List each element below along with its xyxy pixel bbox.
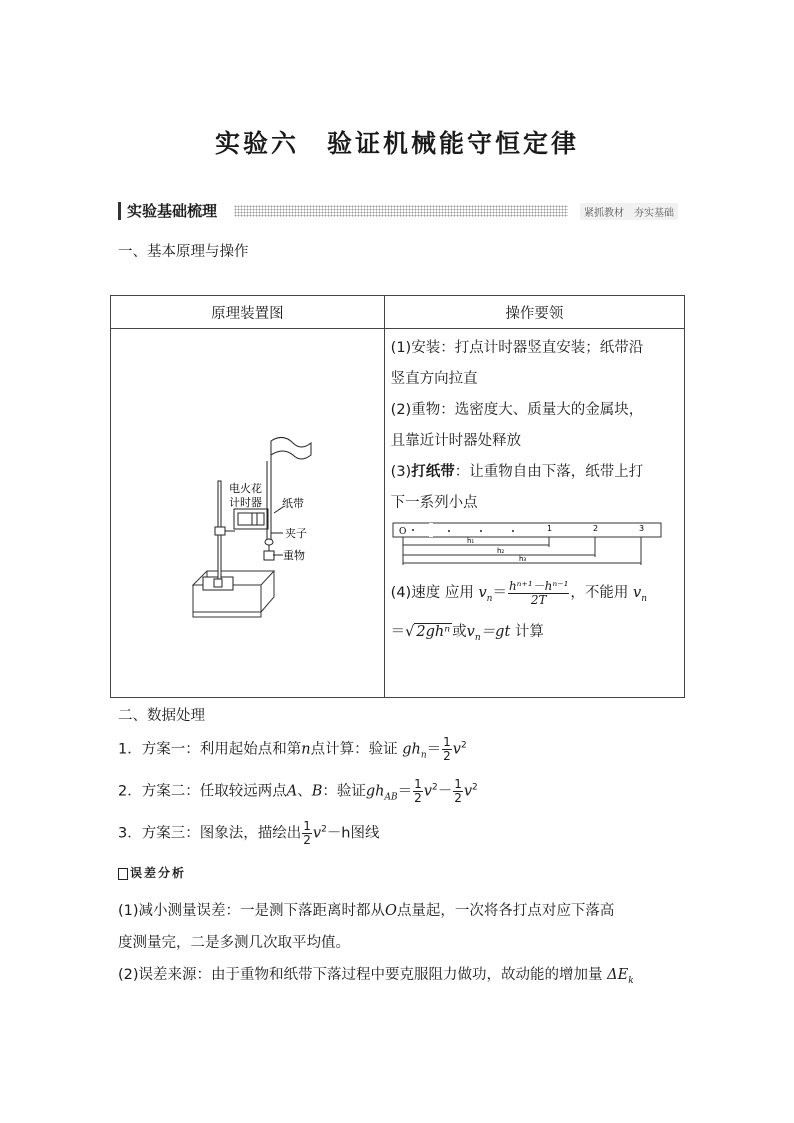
col1-header: 原理装置图 (111, 296, 385, 329)
svg-text:2: 2 (592, 524, 598, 533)
error-heading: 误差分析 (118, 864, 186, 881)
title-part1: 实验六 (214, 129, 299, 158)
apparatus-diagram (111, 329, 397, 695)
svg-text:1: 1 (546, 524, 552, 533)
error-p2: (2)误差来源：由于重物和纸带下落过程中要克服阻力做功，故动能的增加量 $\Delta E_k$ (118, 967, 634, 986)
error-p1-cont: 度测量完，二是多测几次取平均值。 (118, 935, 350, 951)
banner-right: 紧抓教材 夯实基础 (580, 203, 678, 220)
op-item-3-cont: 下一系列小点 (390, 495, 478, 511)
label-timer2: 计时器 (229, 496, 262, 509)
title-part2: 验证机械能守恒定律 (327, 129, 580, 158)
op-item-2: (2)重物：选密度大、质量大的金属块， (390, 402, 644, 418)
label-clip: 夹子 (285, 527, 307, 540)
apparatus-cell (111, 329, 385, 698)
error-heading-icon (118, 868, 128, 880)
op-item-2-cont: 且靠近计时器处释放 (390, 433, 522, 449)
op-item-4: (4)速度 应用 $v_n=$ $\frac{\text{hⁿ⁺¹－hⁿ⁻¹}}{2T}$ ，不能用 $v_n$ (390, 578, 648, 607)
label-timer: 电火花 (229, 482, 262, 495)
op-item-4-cont: ＝√ 2ghⁿ 或$v_n=gt$ 计算 (390, 623, 544, 643)
label-tape: 纸带 (282, 497, 304, 510)
op-item-1: (1)安装：打点计时器竖直安装；纸带沿 (390, 340, 644, 356)
op-item-1-cont: 竖直方向拉直 (390, 371, 478, 387)
data-item-2: 2．方案二：任取较远两点A、B：验证$gh_{AB}=$ $\frac{1}{2}$ $v^2-$ $\frac{1}{2}$ $v^2$ (118, 777, 478, 805)
section1-heading: 一、基本原理与操作 (118, 244, 249, 260)
page-title (0, 124, 794, 160)
banner-dots (234, 205, 568, 217)
svg-text:h₂: h₂ (496, 547, 504, 555)
svg-text:O: O (398, 527, 407, 537)
banner-label: 实验基础梳理 (118, 202, 221, 220)
data-item-1: 1．方案一：利用起始点和第n点计算：验证 $gh_n=$ $\frac{1}{2}$ $v^2$ (118, 735, 467, 763)
svg-text:h₃: h₃ (518, 555, 526, 563)
error-p1: (1)减小测量误差：一是测下落距离时都从O点量起，一次将各打点对应下落高 (118, 903, 615, 919)
svg-text:h₁: h₁ (466, 537, 474, 545)
svg-text:3: 3 (638, 524, 644, 533)
label-weight: 重物 (283, 549, 305, 562)
tape-diagram (391, 521, 667, 569)
operations-cell (384, 329, 684, 698)
data-item-3: 3．方案三：图象法，描绘出 $\frac{1}{2}$ $v^2-h$图线 (118, 819, 380, 847)
op-item-3: (3)打纸带：让重物自由下落，纸带上打 (390, 464, 644, 480)
principle-table (110, 295, 685, 698)
section2-heading: 二、数据处理 (118, 708, 205, 724)
col2-header: 操作要领 (384, 296, 684, 329)
section-banner (118, 202, 678, 220)
